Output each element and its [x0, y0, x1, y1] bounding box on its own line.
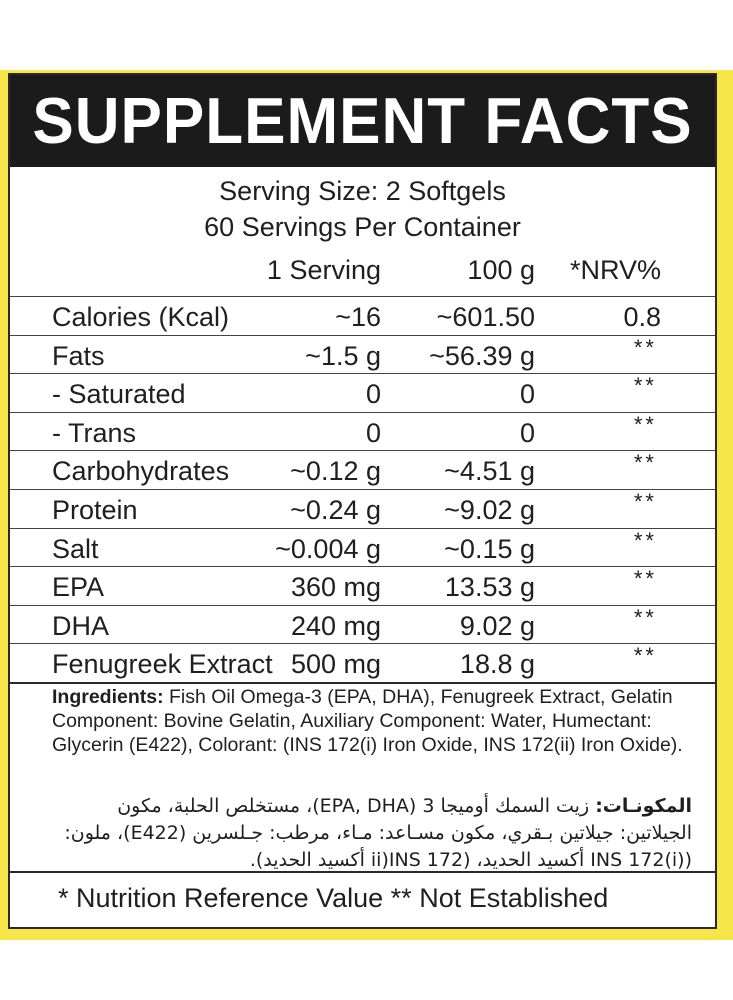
per-serving-value: 240 mg — [290, 610, 381, 641]
ingredients-arabic — [52, 793, 692, 874]
table-row — [10, 296, 715, 335]
per-100g-value: 13.53 g — [444, 572, 535, 603]
table-row — [10, 528, 715, 567]
nutrient-name: Fats — [52, 340, 105, 371]
per-100g-value: ~9.02 g — [444, 494, 535, 525]
supplement-facts-label — [8, 73, 717, 929]
ingredients-english — [52, 685, 692, 757]
per-serving-value: 360 mg — [290, 572, 381, 603]
column-header-serving: 1 Serving — [266, 255, 381, 285]
per-100g-value: ~601.50 — [436, 302, 535, 332]
nrv-value: ** — [633, 450, 657, 476]
serving-info — [10, 173, 715, 245]
per-100g-value: 0 — [519, 379, 535, 410]
nutrient-name: Fenugreek Extract — [52, 649, 273, 680]
table-row — [10, 335, 715, 374]
ingredients-heading: Ingredients: — [52, 686, 164, 708]
nutrient-name: EPA — [52, 572, 105, 603]
nutrient-name: Salt — [52, 533, 99, 564]
per-100g-value: ~4.51 g — [444, 456, 535, 487]
per-serving-value: ~16 — [335, 302, 381, 332]
per-serving-value: ~1.5 g — [305, 340, 381, 371]
footnote: * Nutrition Reference Value ** Not Established — [58, 883, 609, 913]
table-row — [10, 566, 715, 605]
per-serving-value: 0 — [365, 379, 381, 410]
nutrient-name: Calories (Kcal) — [52, 302, 230, 332]
table-row — [10, 605, 715, 644]
column-header-row — [10, 255, 715, 291]
column-header-nrv: *NRV% — [569, 255, 661, 285]
per-100g-value: ~0.15 g — [444, 533, 535, 564]
table-row — [10, 373, 715, 412]
nrv-value: ** — [633, 527, 657, 553]
nrv-value: ** — [633, 643, 657, 669]
nutrient-table — [10, 296, 715, 684]
nrv-value: ** — [633, 373, 657, 399]
nutrient-name: - Trans — [52, 417, 137, 448]
per-100g-value: ~56.39 g — [429, 340, 535, 371]
per-serving-value: 0 — [365, 417, 381, 448]
footer-divider — [10, 871, 715, 873]
table-row — [10, 412, 715, 451]
nrv-value: 0.8 — [623, 302, 661, 332]
per-100g-value: 18.8 g — [459, 649, 535, 680]
ingredients-arabic-text: زيت السمك أوميجا 3 (EPA, DHA)، مستخلص الحلبة، مكون الجيلاتين: جيلاتين بـقري، مكون مسـاعد: مـاء، مرطب: جـلسرين (E422)، ملون: ((INS 172(i أكسيد الحديد، (INS 172(ii أكسيد الحديد). — [64, 795, 692, 871]
nrv-value: ** — [633, 566, 657, 592]
ingredients-arabic-heading: المكونـات: — [595, 795, 692, 817]
ingredients-text: Fish Oil Omega-3 (EPA, DHA), Fenugreek Extract, Gelatin Component: Bovine Gelatin, Auxiliary Component: Water, Humectant: Glycerin (E422), Colorant: (INS 172(i) Iron Oxide, INS 172(ii) Iron Oxide). — [52, 686, 683, 756]
per-serving-value: ~0.24 g — [290, 494, 381, 525]
per-100g-value: 9.02 g — [459, 610, 535, 641]
table-row — [10, 450, 715, 489]
nrv-value: ** — [633, 488, 657, 514]
title-bar — [10, 75, 715, 167]
serving-size: Serving Size: 2 Softgels — [219, 176, 506, 206]
per-serving-value: ~0.004 g — [275, 533, 381, 564]
nutrient-name: - Saturated — [52, 379, 186, 410]
per-serving-value: 500 mg — [290, 649, 381, 680]
nrv-value: ** — [633, 604, 657, 630]
column-header-per100: 100 g — [467, 255, 535, 285]
table-row — [10, 489, 715, 528]
nutrient-name: DHA — [52, 610, 110, 641]
per-serving-value: ~0.12 g — [290, 456, 381, 487]
per-100g-value: 0 — [519, 417, 535, 448]
nutrient-name: Protein — [52, 494, 138, 525]
table-row — [10, 643, 715, 682]
label-title: SUPPLEMENT FACTS — [32, 84, 693, 158]
servings-per-container: 60 Servings Per Container — [204, 212, 521, 242]
nutrient-name: Carbohydrates — [52, 456, 230, 487]
nrv-value: ** — [633, 411, 657, 437]
nrv-value: ** — [633, 334, 657, 360]
